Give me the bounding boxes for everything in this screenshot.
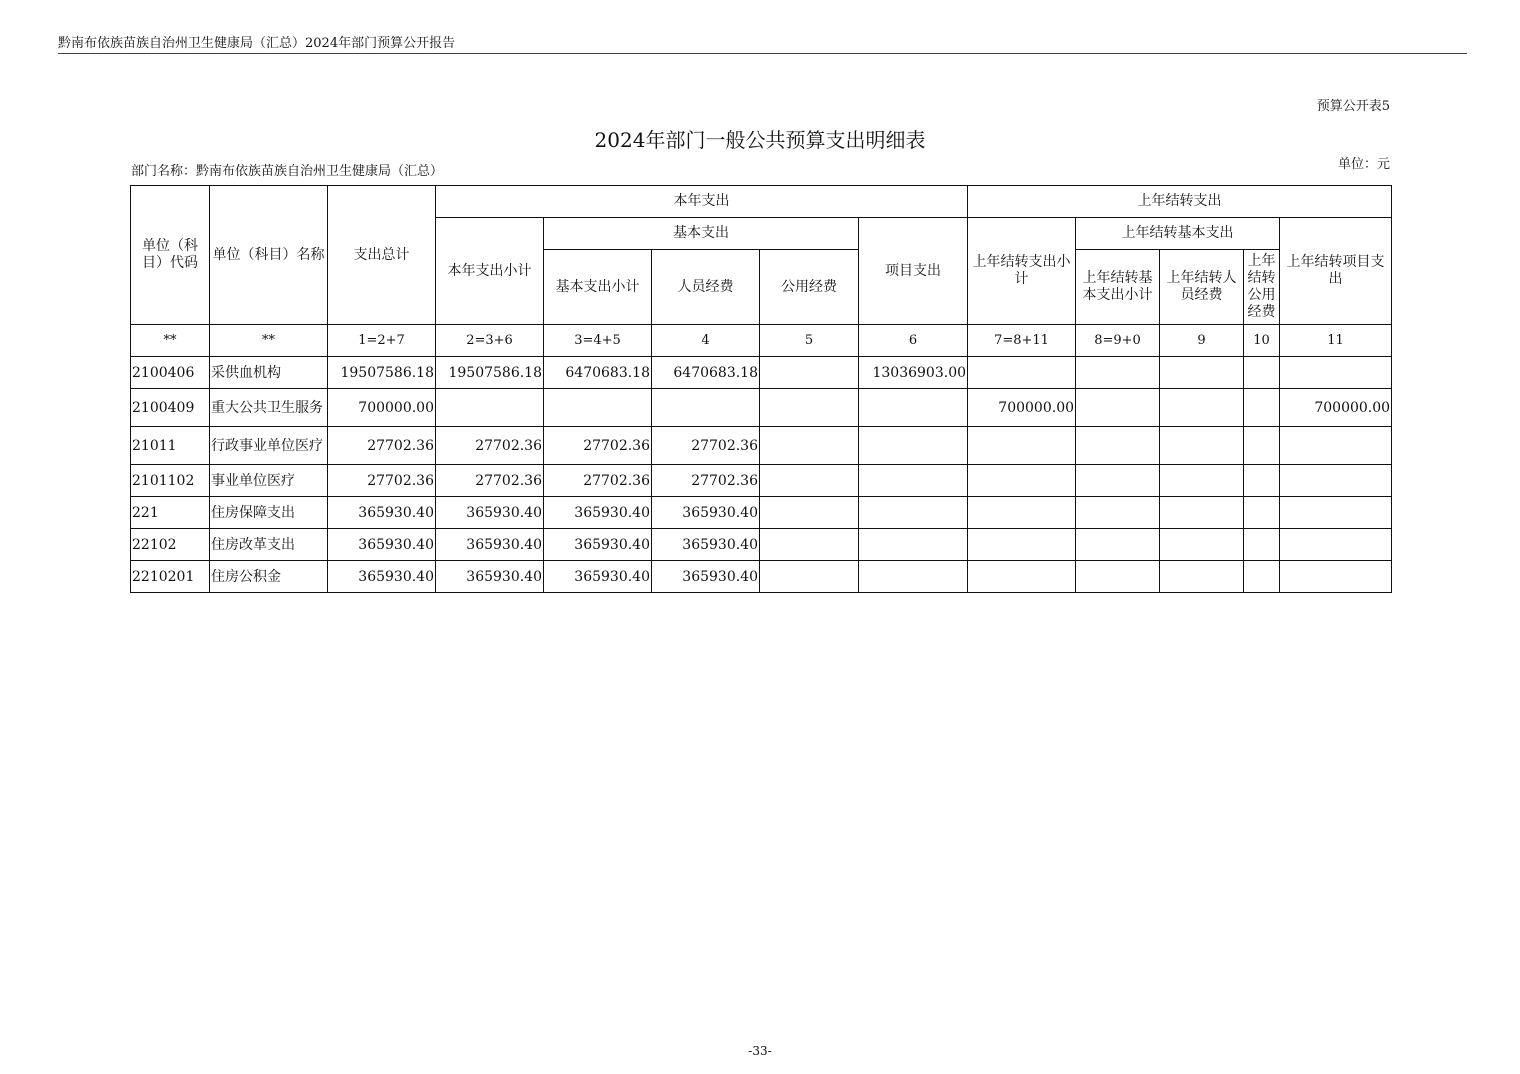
table-row [131, 357, 1392, 389]
index-cell: 10 [1244, 325, 1280, 357]
row-project [859, 561, 968, 593]
index-cell: 1=2+7 [328, 325, 436, 357]
row-carryover-personnel [1160, 427, 1244, 465]
row-carryover-public [1244, 529, 1280, 561]
row-project [859, 497, 968, 529]
unit-label: 单位：元 [1337, 157, 1390, 172]
col-header-code: 单位（科目）代码 [131, 186, 210, 325]
page-title: 2024年部门一般公共预算支出明细表 [594, 128, 926, 152]
index-row [131, 325, 1392, 357]
col-header-carryover-project: 上年结转项目支出 [1280, 218, 1392, 325]
row-public [760, 357, 859, 389]
page-number: -33- [748, 1044, 772, 1058]
row-current-subtotal: 365930.40 [436, 529, 544, 561]
row-name: 重大公共卫生服务 [210, 389, 328, 427]
row-carryover-project [1280, 357, 1392, 389]
index-cell: ** [210, 325, 328, 357]
table-row [131, 465, 1392, 497]
row-basic-subtotal: 6470683.18 [544, 357, 652, 389]
row-carryover-personnel [1160, 497, 1244, 529]
col-header-carryover-basic-subtotal: 上年结转基本支出小计 [1076, 250, 1160, 325]
table-number: 预算公开表5 [1316, 99, 1390, 114]
row-personnel: 27702.36 [652, 465, 760, 497]
row-carryover-subtotal [968, 427, 1076, 465]
table-row [131, 561, 1392, 593]
row-carryover-subtotal: 700000.00 [968, 389, 1076, 427]
row-personnel: 365930.40 [652, 561, 760, 593]
row-name: 采供血机构 [210, 357, 328, 389]
row-carryover-project [1280, 427, 1392, 465]
table-row [131, 389, 1392, 427]
row-carryover-public [1244, 389, 1280, 427]
row-carryover-project [1280, 465, 1392, 497]
row-total: 365930.40 [328, 561, 436, 593]
row-basic-subtotal: 365930.40 [544, 497, 652, 529]
row-personnel [652, 389, 760, 427]
col-header-carryover-public: 上年结转公用经费 [1244, 250, 1280, 325]
index-cell: 11 [1280, 325, 1392, 357]
row-total: 27702.36 [328, 465, 436, 497]
row-carryover-subtotal [968, 497, 1076, 529]
col-header-current-year: 本年支出 [436, 186, 968, 218]
row-carryover-basic-subtotal [1076, 427, 1160, 465]
col-header-public: 公用经费 [760, 250, 859, 325]
row-project [859, 529, 968, 561]
budget-expenditure-table [130, 185, 1392, 593]
col-header-project: 项目支出 [859, 218, 968, 325]
col-header-carryover: 上年结转支出 [968, 186, 1392, 218]
row-basic-subtotal: 27702.36 [544, 427, 652, 465]
row-carryover-project: 700000.00 [1280, 389, 1392, 427]
row-carryover-project [1280, 529, 1392, 561]
row-carryover-personnel [1160, 465, 1244, 497]
row-carryover-personnel [1160, 561, 1244, 593]
row-current-subtotal: 27702.36 [436, 427, 544, 465]
row-basic-subtotal: 365930.40 [544, 561, 652, 593]
index-cell: 8=9+0 [1076, 325, 1160, 357]
table-row [131, 529, 1392, 561]
row-total: 700000.00 [328, 389, 436, 427]
index-cell: 3=4+5 [544, 325, 652, 357]
row-public [760, 561, 859, 593]
row-carryover-subtotal [968, 465, 1076, 497]
row-public [760, 427, 859, 465]
col-header-basic-subtotal: 基本支出小计 [544, 250, 652, 325]
index-cell: ** [131, 325, 210, 357]
col-header-total: 支出总计 [328, 186, 436, 325]
row-carryover-public [1244, 465, 1280, 497]
row-total: 19507586.18 [328, 357, 436, 389]
row-code: 21011 [131, 427, 210, 465]
row-project: 13036903.00 [859, 357, 968, 389]
col-header-basic: 基本支出 [544, 218, 859, 250]
row-project [859, 389, 968, 427]
row-public [760, 389, 859, 427]
row-carryover-public [1244, 497, 1280, 529]
row-name: 事业单位医疗 [210, 465, 328, 497]
row-carryover-basic-subtotal [1076, 465, 1160, 497]
row-project [859, 465, 968, 497]
row-total: 365930.40 [328, 529, 436, 561]
row-carryover-basic-subtotal [1076, 497, 1160, 529]
table-row [131, 497, 1392, 529]
row-carryover-public [1244, 427, 1280, 465]
row-name: 住房公积金 [210, 561, 328, 593]
row-basic-subtotal: 365930.40 [544, 529, 652, 561]
index-cell: 9 [1160, 325, 1244, 357]
row-personnel: 6470683.18 [652, 357, 760, 389]
index-cell: 7=8+11 [968, 325, 1076, 357]
row-carryover-project [1280, 497, 1392, 529]
table-row [131, 427, 1392, 465]
row-carryover-basic-subtotal [1076, 529, 1160, 561]
index-cell: 4 [652, 325, 760, 357]
row-code: 2101102 [131, 465, 210, 497]
row-carryover-subtotal [968, 357, 1076, 389]
row-current-subtotal: 19507586.18 [436, 357, 544, 389]
row-current-subtotal: 365930.40 [436, 561, 544, 593]
col-header-carryover-subtotal: 上年结转支出小计 [968, 218, 1076, 325]
row-current-subtotal: 365930.40 [436, 497, 544, 529]
row-carryover-basic-subtotal [1076, 389, 1160, 427]
row-current-subtotal [436, 389, 544, 427]
row-code: 22102 [131, 529, 210, 561]
row-code: 2210201 [131, 561, 210, 593]
col-header-personnel: 人员经费 [652, 250, 760, 325]
row-carryover-public [1244, 357, 1280, 389]
col-header-carryover-basic: 上年结转基本支出 [1076, 218, 1280, 250]
row-carryover-personnel [1160, 389, 1244, 427]
department-name: 部门名称：黔南布依族苗族自治州卫生健康局（汇总） [131, 164, 444, 179]
row-carryover-basic-subtotal [1076, 357, 1160, 389]
row-name: 行政事业单位医疗 [210, 427, 328, 465]
index-cell: 6 [859, 325, 968, 357]
row-carryover-subtotal [968, 561, 1076, 593]
row-basic-subtotal: 27702.36 [544, 465, 652, 497]
header-divider [58, 53, 1467, 54]
row-public [760, 529, 859, 561]
row-carryover-project [1280, 561, 1392, 593]
row-public [760, 497, 859, 529]
row-personnel: 27702.36 [652, 427, 760, 465]
row-project [859, 427, 968, 465]
col-header-current-subtotal: 本年支出小计 [436, 218, 544, 325]
row-code: 221 [131, 497, 210, 529]
row-carryover-personnel [1160, 357, 1244, 389]
col-header-carryover-personnel: 上年结转人员经费 [1160, 250, 1244, 325]
row-public [760, 465, 859, 497]
row-personnel: 365930.40 [652, 497, 760, 529]
row-code: 2100409 [131, 389, 210, 427]
row-carryover-public [1244, 561, 1280, 593]
row-code: 2100406 [131, 357, 210, 389]
row-name: 住房保障支出 [210, 497, 328, 529]
report-header: 黔南布依族苗族自治州卫生健康局（汇总）2024年部门预算公开报告 [58, 36, 456, 51]
row-carryover-personnel [1160, 529, 1244, 561]
row-name: 住房改革支出 [210, 529, 328, 561]
col-header-name: 单位（科目）名称 [210, 186, 328, 325]
row-basic-subtotal [544, 389, 652, 427]
index-cell: 2=3+6 [436, 325, 544, 357]
row-personnel: 365930.40 [652, 529, 760, 561]
row-carryover-basic-subtotal [1076, 561, 1160, 593]
row-carryover-subtotal [968, 529, 1076, 561]
index-cell: 5 [760, 325, 859, 357]
row-total: 365930.40 [328, 497, 436, 529]
row-total: 27702.36 [328, 427, 436, 465]
row-current-subtotal: 27702.36 [436, 465, 544, 497]
